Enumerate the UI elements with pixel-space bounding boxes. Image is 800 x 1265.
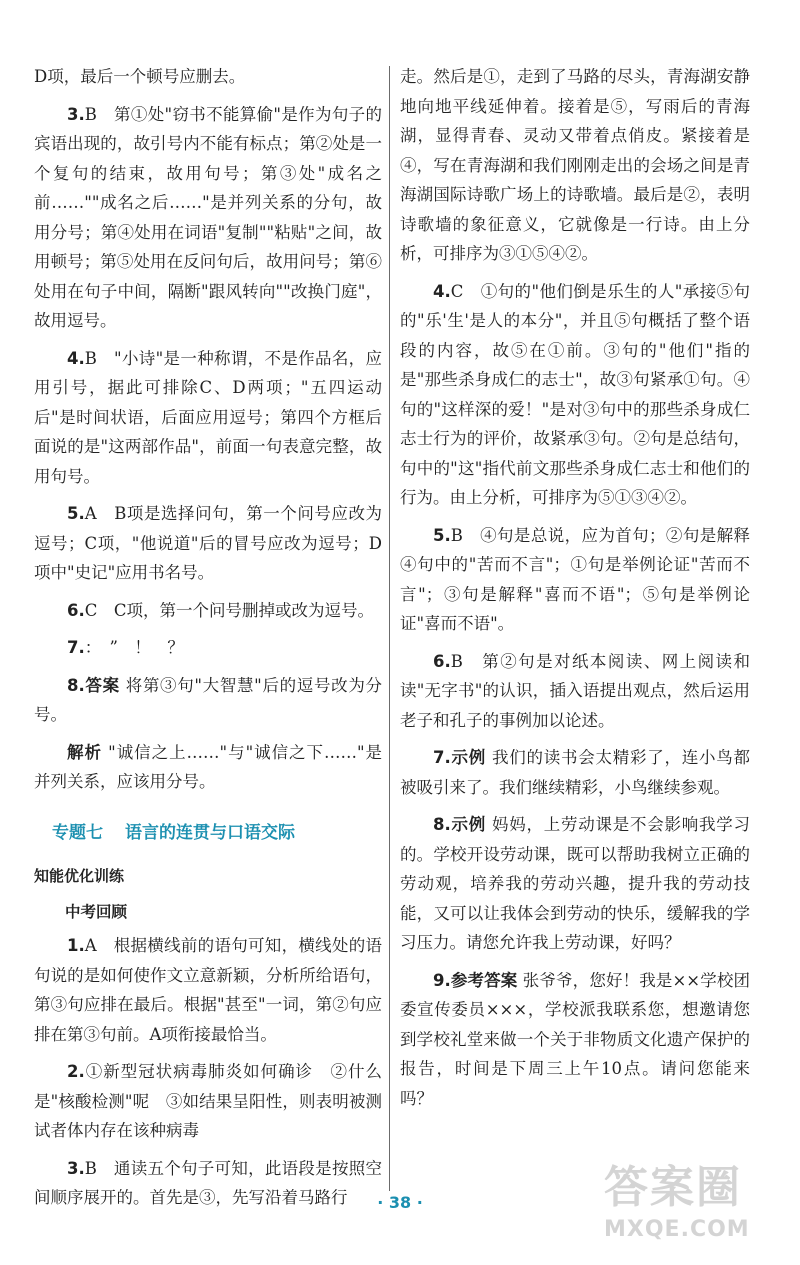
answer-continuation: D项，最后一个顿号应删去。 bbox=[34, 67, 246, 86]
right-column bbox=[400, 62, 750, 1113]
topic-title: 语言的连贯与口语交际 bbox=[125, 822, 295, 843]
answer-number: 6. bbox=[433, 651, 451, 671]
answer-number: 2. bbox=[67, 1062, 85, 1081]
answer-4 bbox=[34, 344, 382, 492]
answer-text: ①新型冠状病毒肺炎如何确诊 ②什么是"核酸检测"呢 ③如结果呈阳性，则表明被测试者体内存在该种病毒 bbox=[34, 1062, 382, 1140]
answer-text: C C项，第一个问号删掉或改为逗号。 bbox=[84, 600, 374, 620]
topic-number: 专题七 bbox=[52, 822, 103, 843]
section-heading: 知能优化训练 bbox=[34, 867, 125, 885]
answer-label: 答案 bbox=[84, 675, 120, 695]
answer-number: 3. bbox=[67, 1158, 85, 1178]
answer-text: A 根据横线前的语句可知，横线处的语句说的是如何使作文立意新颖，分析所给语句，第③句应排在最后。根据"甚至"一词，第②句应排在第③句前。A项衔接最恰当。 bbox=[34, 936, 382, 1044]
answer-label: 示例 bbox=[450, 815, 486, 834]
topic-heading bbox=[34, 819, 382, 849]
answer-6 bbox=[34, 596, 382, 626]
answer-text: 将第③句"大智慧"后的逗号改为分号。 bbox=[34, 675, 382, 724]
answer-number: 6. bbox=[67, 600, 85, 620]
answer-label: 参考答案 bbox=[450, 970, 518, 990]
answer-text: B 第②句是对纸本阅读、网上阅读和读"无字书"的认识，插入语提出观点，然后运用老子和孔子的事例加以论述。 bbox=[400, 651, 750, 730]
answer-text: B ④句是总说，应为首句；②句是解释④句中的"苦而不言"；①句是举例论证"苦而不言"；③句是解释"喜而不语"；⑤句是举例论证"喜而不语"。 bbox=[400, 525, 750, 633]
answer-text: ： ” ！ ？ bbox=[84, 638, 184, 657]
column-divider bbox=[389, 66, 390, 1191]
answer-text: 我们的读书会太精彩了，连小鸟都被吸引来了。我们继续精彩，小鸟继续参观。 bbox=[400, 748, 750, 797]
answer-number: 9. bbox=[433, 970, 451, 990]
answer-text: C ①句的"他们倒是乐生的人"承接⑤句的"乐'生'是人的本分"，并且⑤句概括了整个语段的内容，故⑤在①前。③句的"他们"指的是"那些杀身成仁的志士"，故③句紧承①句。④句的"这样深的爱！"是对③句中的那些杀身成仁志士行为的评价，故紧承③句。②句是总结句，句中的"这"指代前文那些杀身成仁志士和他们的行为。由上分析，可排序为⑤①③④②。 bbox=[400, 281, 750, 507]
answer-r7 bbox=[400, 743, 750, 802]
answer-number: 5. bbox=[67, 504, 85, 523]
answer-number: 7. bbox=[433, 748, 451, 767]
answer-text: 妈妈，上劳动课是不会影响我学习的。学校开设劳动课，既可以帮助我树立正确的劳动观，培养我的劳动兴趣，提升我的劳动技能，又可以让我体会到劳动的快乐，缓解我的学习压力。请您允许我上劳动课，好吗？ bbox=[400, 815, 750, 952]
answer-number: 8. bbox=[433, 815, 451, 834]
answer-r5 bbox=[400, 521, 750, 639]
analysis-text: "诚信之上……"与"诚信之下……"是并列关系，应该用分号。 bbox=[34, 742, 383, 791]
answer-number: 1. bbox=[67, 936, 85, 955]
answer-number: 3. bbox=[67, 104, 85, 124]
answer-8 bbox=[34, 671, 382, 730]
analysis bbox=[34, 738, 382, 797]
answer-text: B 第①处"窃书不能算偷"是作为句子的宾语出现的，故引号内不能有标点；第②处是一个复句的结束，故用句号；第③处"成名之前……""成名之后……"是并列关系的分句，故用分号；第④处用在词语"复制""粘贴"之间，故用顿号；第⑤处用在反问句后，故用问号；第⑥处用在句子中间，隔断"跟风转向""改换门庭"，故用逗号。 bbox=[34, 104, 382, 330]
answer-r9 bbox=[400, 966, 750, 1114]
answer-z1 bbox=[34, 931, 382, 1049]
answer-text: B "小诗"是一种称谓，不是作品名，应用引号，据此可排除C、D两项；"五四运动后"是时间状语，后面应用逗号；第四个方框后面说的是"这两部作品"，前面一句表意完整，故用句号。 bbox=[34, 348, 382, 486]
answer-z2 bbox=[34, 1057, 382, 1146]
watermark-url: MXQE.COM bbox=[604, 1217, 750, 1242]
answer-number: 4. bbox=[433, 281, 451, 301]
left-column bbox=[34, 62, 382, 1213]
watermark-logo bbox=[604, 1160, 794, 1260]
answer-text: 张爷爷，您好！我是××学校团委宣传委员×××，学校派我联系您，想邀请您到学校礼堂来做一个关于非物质文化遗产保护的报告，时间是下周三上午10点。请问您能来吗？ bbox=[400, 970, 751, 1108]
answer-number: 5. bbox=[433, 525, 451, 545]
answer-3 bbox=[34, 100, 382, 336]
answer-r8 bbox=[400, 810, 750, 958]
watermark-title: 答案圈 bbox=[604, 1162, 742, 1213]
page-number: · 38 · bbox=[377, 1193, 423, 1212]
analysis-label: 解析 bbox=[67, 742, 102, 762]
answer-text: A B项是选择问句，第一个问号应改为逗号；C项，"他说道"后的冒号应改为逗号；D项中"史记"应用书名号。 bbox=[34, 504, 382, 582]
answer-label: 示例 bbox=[450, 748, 486, 767]
answer-continuation: 走。然后是①，走到了马路的尽头，青海湖安静地向地平线延伸着。接着是⑤，写雨后的青海湖，显得青春、灵动又带着点俏皮。紧接着是④，写在青海湖和我们刚刚走出的会场之间是青海湖国际诗歌广场上的诗歌墙。最后是②，表明诗歌墙的象征意义，它就像是一行诗。由上分析，可排序为③①⑤④②。 bbox=[400, 67, 750, 263]
answer-number: 8. bbox=[67, 675, 85, 695]
answer-r6 bbox=[400, 647, 750, 736]
answer-number: 7. bbox=[67, 638, 85, 657]
answer-number: 4. bbox=[67, 348, 85, 368]
answer-5 bbox=[34, 499, 382, 588]
answer-r4 bbox=[400, 277, 750, 513]
answer-text: B 通读五个句子可知，此语段是按照空间顺序展开的。首先是③，先写沿着马路行 bbox=[34, 1158, 382, 1207]
answer-7 bbox=[34, 633, 382, 663]
subsection-heading: 中考回顾 bbox=[65, 902, 128, 921]
